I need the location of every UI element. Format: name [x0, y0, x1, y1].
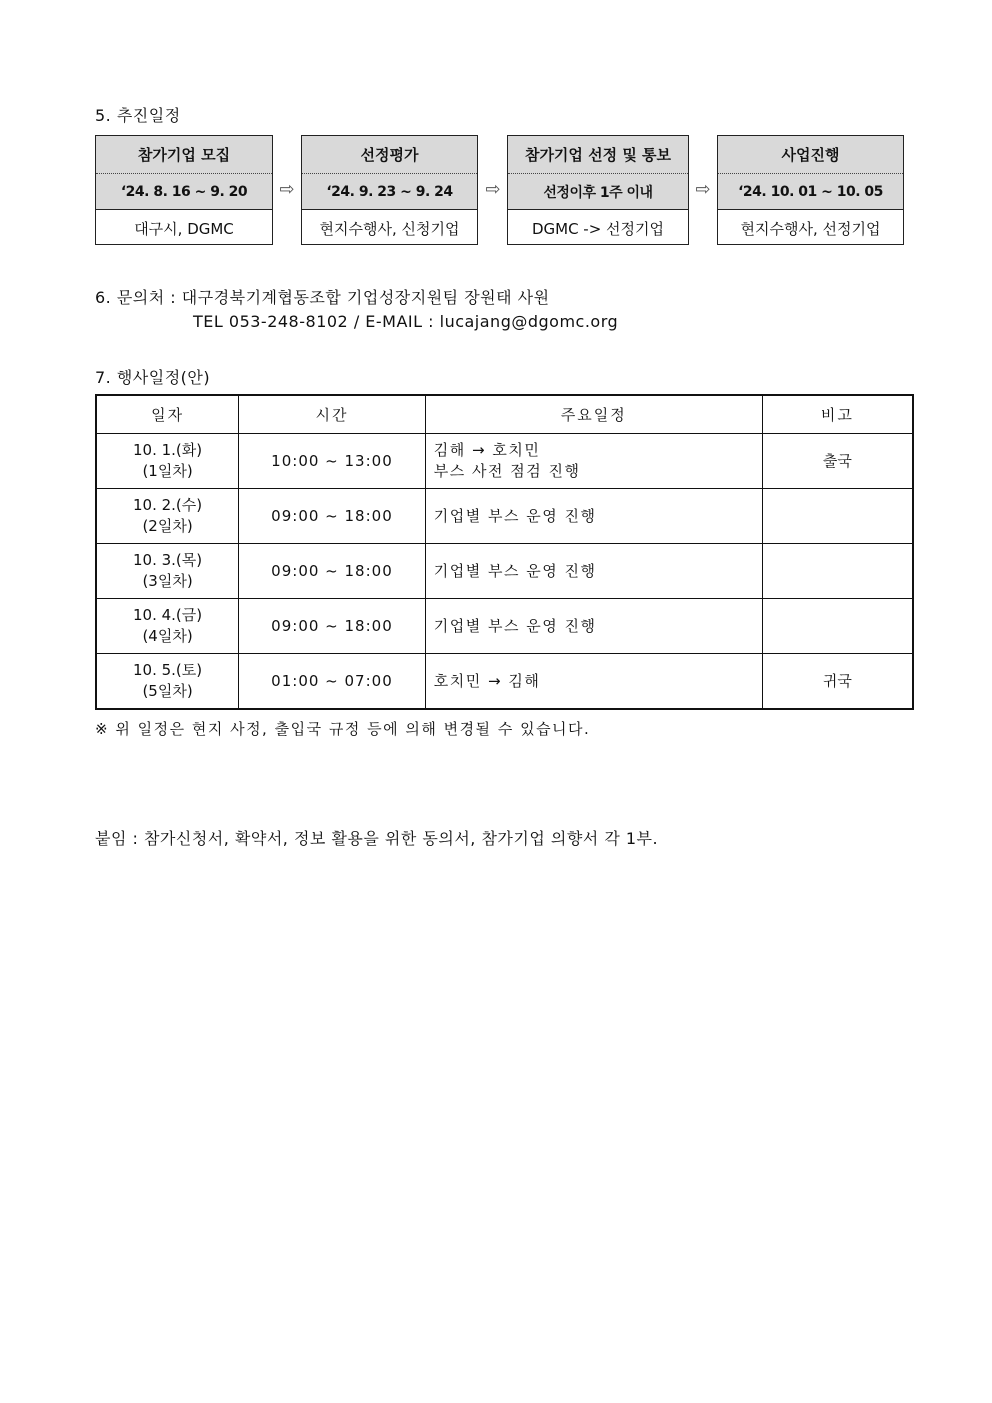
note-cell [762, 599, 913, 654]
step-date: ‘24. 9. 23 ~ 9. 24 [302, 174, 477, 210]
step-date: 선정이후 1주 이내 [508, 174, 688, 210]
note-cell: 귀국 [762, 654, 913, 710]
table-row [96, 654, 913, 710]
process-step-2 [301, 135, 478, 245]
table-row [96, 434, 913, 489]
step-title: 사업진행 [718, 136, 903, 174]
attachment-note: 붙임 : 참가신청서, 확약서, 정보 활용을 위한 동의서, 참가기업 의향서 각 1부. [95, 829, 659, 848]
event-schedule-table [95, 394, 914, 710]
section-7-heading: 7. 행사일정(안) [95, 368, 211, 387]
plan-cell: 기업별 부스 운영 진행 [425, 489, 762, 544]
right-arrow-icon: ⇨ [279, 178, 295, 200]
date-cell: 10. 5.(토) (5일차) [96, 654, 239, 710]
table-row [96, 544, 913, 599]
step-party: DGMC -> 선정기업 [531, 219, 665, 238]
step-date: ‘24. 8. 16 ~ 9. 20 [96, 174, 272, 210]
plan-cell: 기업별 부스 운영 진행 [425, 544, 762, 599]
step-date: ‘24. 10. 01 ~ 10. 05 [718, 174, 903, 210]
time-cell: 10:00 ~ 13:00 [239, 434, 426, 489]
section-5-heading: 5. 추진일정 [95, 106, 181, 125]
column-header-note: 비고 [762, 395, 913, 434]
time-cell: 01:00 ~ 07:00 [239, 654, 426, 710]
step-party: 현지수행사, 선정기업 [740, 219, 881, 238]
time-cell: 09:00 ~ 18:00 [239, 544, 426, 599]
column-header-plan: 주요일정 [425, 395, 762, 434]
plan-cell: 기업별 부스 운영 진행 [425, 599, 762, 654]
step-title: 참가기업 모집 [96, 136, 272, 174]
date-cell: 10. 2.(수) (2일차) [96, 489, 239, 544]
time-cell: 09:00 ~ 18:00 [239, 489, 426, 544]
table-header-row [96, 395, 913, 434]
plan-cell: 호치민 → 김해 [425, 654, 762, 710]
process-step-1 [95, 135, 273, 245]
table-row [96, 599, 913, 654]
time-cell: 09:00 ~ 18:00 [239, 599, 426, 654]
table-row [96, 489, 913, 544]
schedule-footnote: ※ 위 일정은 현지 사정, 출입국 규정 등에 의해 변경될 수 있습니다. [95, 720, 591, 738]
process-step-4 [717, 135, 904, 245]
note-cell [762, 489, 913, 544]
date-cell: 10. 3.(목) (3일차) [96, 544, 239, 599]
right-arrow-icon: ⇨ [485, 178, 501, 200]
note-cell: 출국 [762, 434, 913, 489]
process-step-3 [507, 135, 689, 245]
note-cell [762, 544, 913, 599]
step-title: 선정평가 [302, 136, 477, 174]
right-arrow-icon: ⇨ [695, 178, 711, 200]
date-cell: 10. 1.(화) (1일차) [96, 434, 239, 489]
step-party: 현지수행사, 신청기업 [319, 219, 460, 238]
contact-line: 6. 문의처 : 대구경북기계협동조합 기업성장지원팀 장원태 사원 [95, 288, 550, 307]
step-title: 참가기업 선정 및 통보 [508, 136, 688, 174]
contact-details: TEL 053-248-8102 / E-MAIL : lucajang@dgomc.org [193, 312, 619, 331]
date-cell: 10. 4.(금) (4일차) [96, 599, 239, 654]
column-header-date: 일자 [96, 395, 239, 434]
plan-cell: 김해 → 호치민 부스 사전 점검 진행 [425, 434, 762, 489]
column-header-time: 시간 [239, 395, 426, 434]
step-party: 대구시, DGMC [134, 219, 234, 238]
